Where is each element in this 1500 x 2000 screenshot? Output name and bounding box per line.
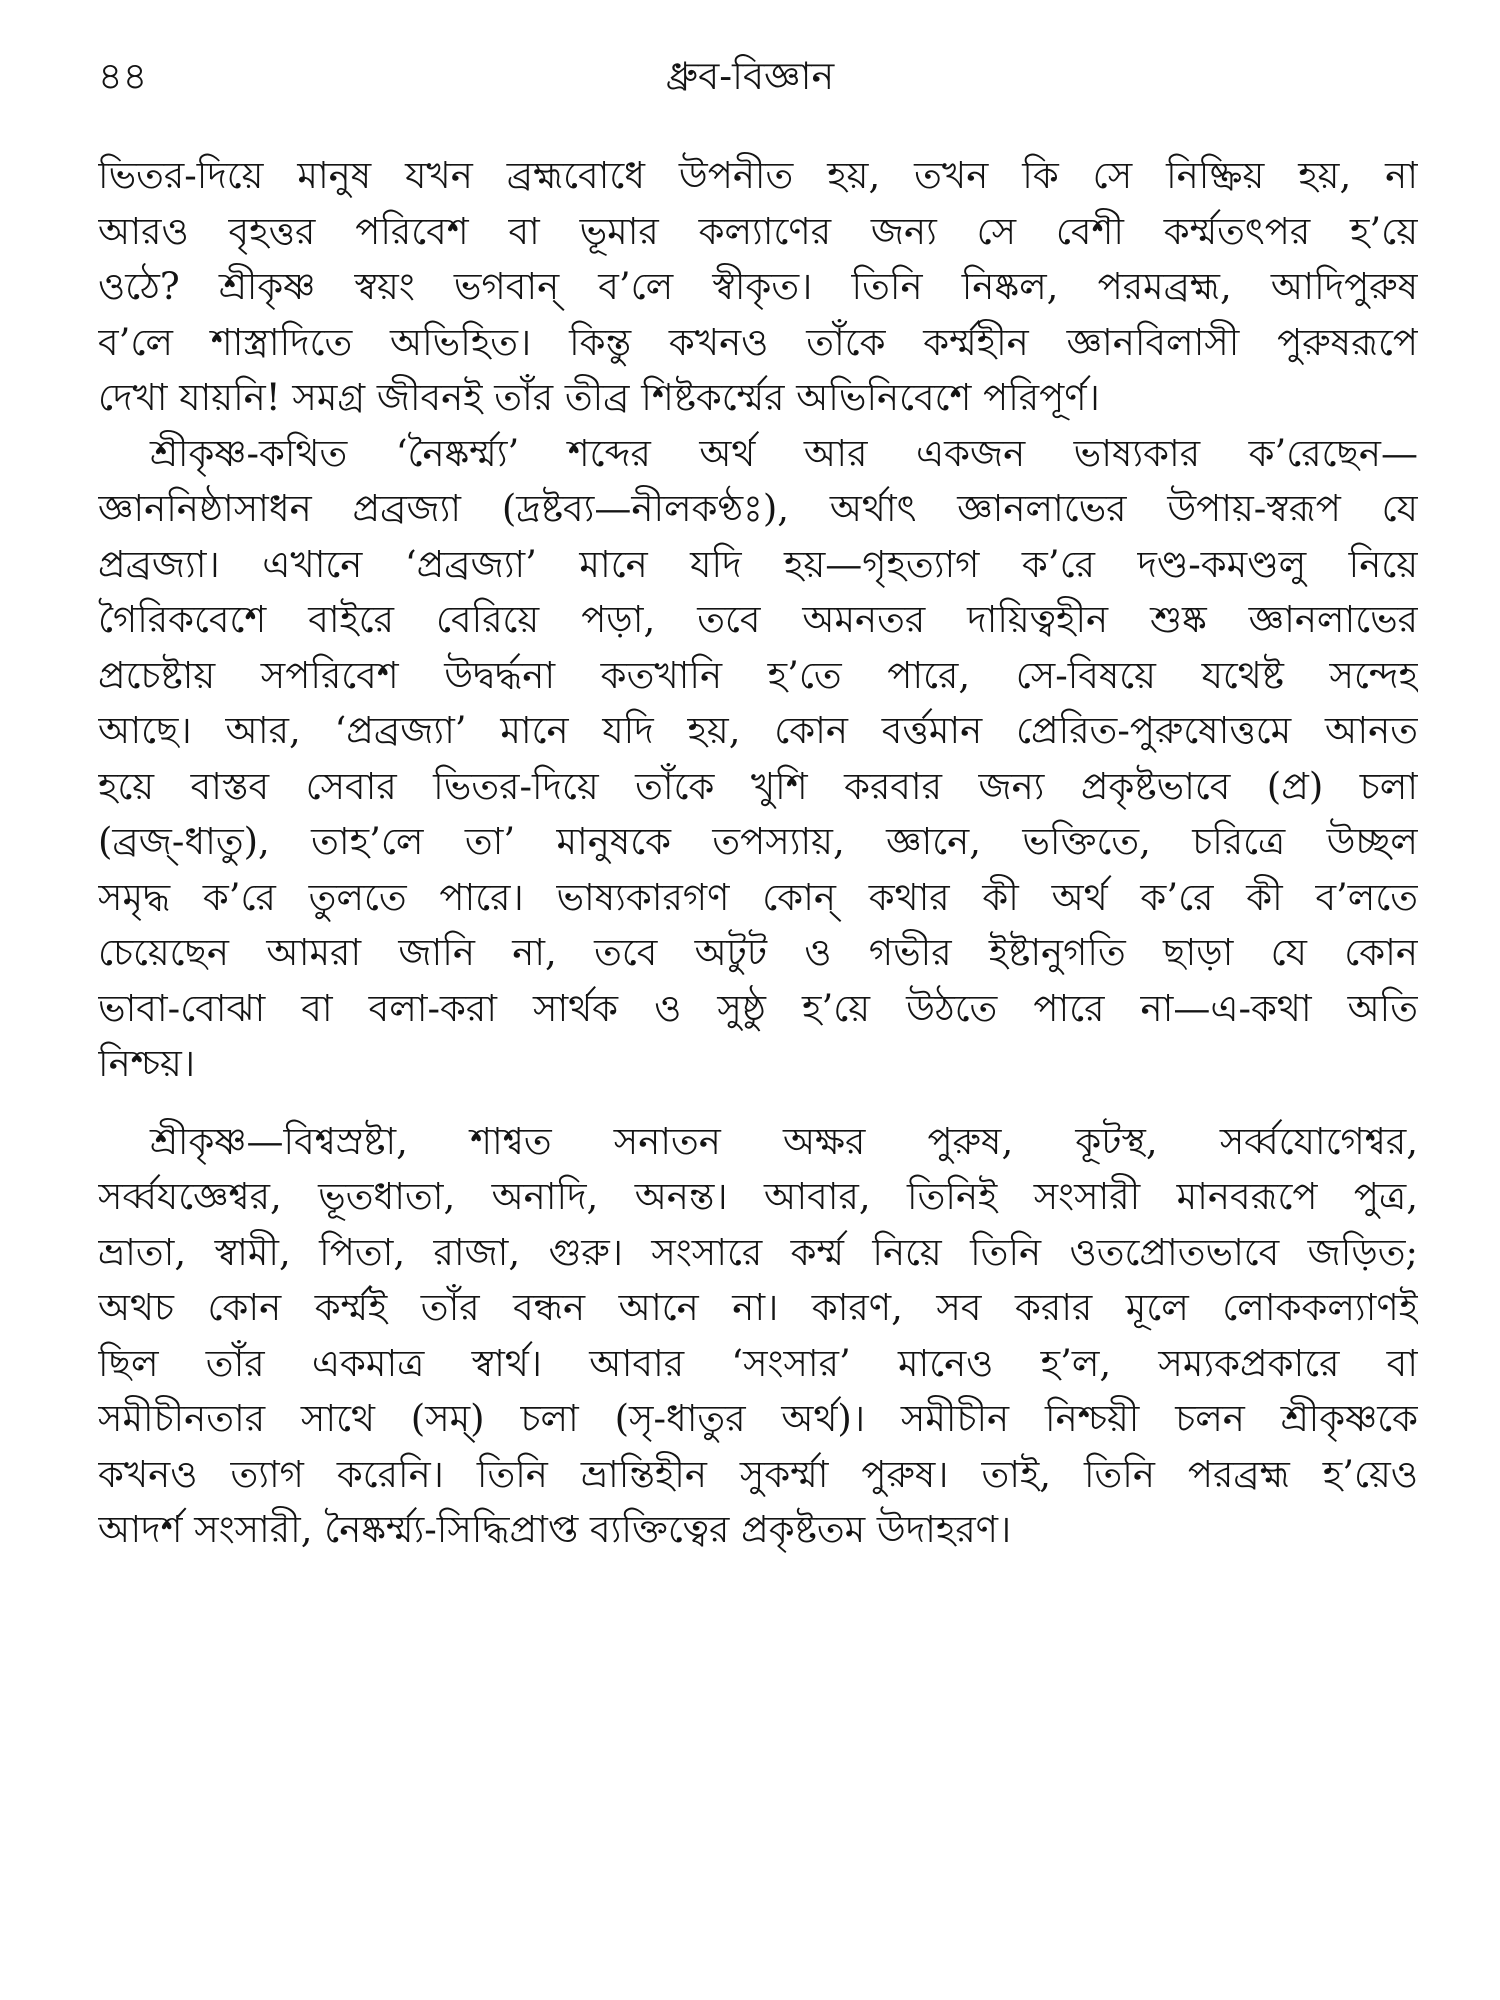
text-line: জ্ঞাননিষ্ঠাসাধন প্রব্রজ্যা (দ্রষ্টব্য—নীলকণ্ঠঃ), অর্থাৎ জ্ঞানলাভের উপায়-স্বরূপ যে — [98, 487, 1418, 530]
body-text — [98, 148, 1418, 1558]
text-line: ওঠে? শ্রীকৃষ্ণ স্বয়ং ভগবান্‌ ব’লে স্বীকৃত। তিনি নিষ্কল, পরমব্রহ্ম, আদিপুরুষ — [98, 265, 1418, 308]
text-line: ব’লে শাস্ত্রাদিতে অভিহিত। কিন্তু কখনও তাঁকে কর্ম্মহীন জ্ঞানবিলাসী পুরুষরূপে — [98, 320, 1418, 364]
paragraph — [98, 1114, 1418, 1558]
paragraph — [98, 148, 1418, 426]
text-line: প্রব্রজ্যা। এখানে ‘প্রব্রজ্যা’ মানে যদি হয়—গৃহত্যাগ ক’রে দণ্ড-কমণ্ডলু নিয়ে — [98, 542, 1418, 586]
text-line: চেয়েছেন আমরা জানি না, তবে অটুট ও গভীর ইষ্টানুগতি ছাড়া যে কোন — [98, 931, 1418, 974]
text-line: হয়ে বাস্তব সেবার ভিতর-দিয়ে তাঁকে খুশি করবার জন্য প্রকৃষ্টভাবে (প্র) চলা — [98, 764, 1418, 808]
text-line: ভ্রাতা, স্বামী, পিতা, রাজা, গুরু। সংসারে কর্ম্ম নিয়ে তিনি ওতপ্রোতভাবে জড়িত; — [98, 1230, 1418, 1274]
paragraph — [98, 426, 1418, 1092]
text-line: আরও বৃহত্তর পরিবেশ বা ভূমার কল্যাণের জন্য সে বেশী কর্ম্মতৎপর হ’য়ে — [98, 209, 1418, 253]
text-line: গৈরিকবেশে বাইরে বেরিয়ে পড়া, তবে অমনতর দায়িত্বহীন শুষ্ক জ্ঞানলাভের — [98, 598, 1418, 641]
paragraph-spacer — [98, 1092, 1418, 1114]
text-line: আছে। আর, ‘প্রব্রজ্যা’ মানে যদি হয়, কোন বর্ত্তমান প্রেরিত-পুরুষোত্তমে আনত — [98, 709, 1418, 752]
text-line: শ্রীকৃষ্ণ—বিশ্বস্রষ্টা, শাশ্বত সনাতন অক্ষর পুরুষ, কূটস্থ, সর্ব্বযোগেশ্বর, — [150, 1119, 1418, 1163]
text-line: (ব্রজ্‌-ধাতু), তাহ’লে তা’ মানুষকে তপস্যায়, জ্ঞানে, ভক্তিতে, চরিত্রে উচ্ছল — [98, 820, 1418, 863]
text-line: সমৃদ্ধ ক’রে তুলতে পারে। ভাষ্যকারগণ কোন্‌ কথার কী অর্থ ক’রে কী ব’লতে — [98, 875, 1418, 919]
text-line: সমীচীনতার সাথে (সম্‌) চলা (সৃ-ধাতুর অর্থ)। সমীচীন নিশ্চয়ী চলন শ্রীকৃষ্ণকে — [98, 1397, 1418, 1440]
text-line: সর্ব্বযজ্ঞেশ্বর, ভূতধাতা, অনাদি, অনন্ত। আবার, তিনিই সংসারী মানবরূপে পুত্র, — [98, 1175, 1418, 1218]
text-line: ছিল তাঁর একমাত্র স্বার্থ। আবার ‘সংসার’ মানেও হ’ল, সম্যকপ্রকারে বা — [98, 1341, 1418, 1385]
text-line: নিশ্চয়। — [98, 1042, 196, 1085]
text-line: ভিতর-দিয়ে মানুষ যখন ব্রহ্মবোধে উপনীত হয়, তখন কি সে নিষ্ক্রিয় হয়, না — [98, 154, 1418, 197]
running-title: ধ্রুব-বিজ্ঞান — [665, 54, 835, 98]
text-line: দেখা যায়নি! সমগ্র জীবনই তাঁর তীব্র শিষ্টকর্ম্মের অভিনিবেশে পরিপূর্ণ। — [98, 376, 1100, 419]
text-line: শ্রীকৃষ্ণ-কথিত ‘নৈষ্কর্ম্ম্য’ শব্দের অর্থ আর একজন ভাষ্যকার ক’রেছেন— — [150, 431, 1418, 475]
text-line: প্রচেষ্টায় সপরিবেশ উদ্বর্দ্ধনা কতখানি হ’তে পারে, সে-বিষয়ে যথেষ্ট সন্দেহ — [98, 653, 1418, 697]
text-line: কখনও ত্যাগ করেনি। তিনি ভ্রান্তিহীন সুকর্ম্মা পুরুষ। তাই, তিনি পরব্রহ্ম হ’য়েও — [98, 1452, 1418, 1496]
text-line: আদর্শ সংসারী, নৈষ্কর্ম্ম্য-সিদ্ধিপ্রাপ্ত ব্যক্তিত্বের প্রকৃষ্টতম উদাহরণ। — [98, 1508, 1012, 1551]
text-line: অথচ কোন কর্ম্মই তাঁর বন্ধন আনে না। কারণ, সব করার মূলে লোককল্যাণই — [98, 1286, 1418, 1329]
text-line: ভাবা-বোঝা বা বলা-করা সার্থক ও সুষ্ঠু হ’য়ে উঠতে পারে না—এ-কথা অতি — [98, 986, 1418, 1030]
page-number: ৪৪ — [98, 54, 148, 98]
